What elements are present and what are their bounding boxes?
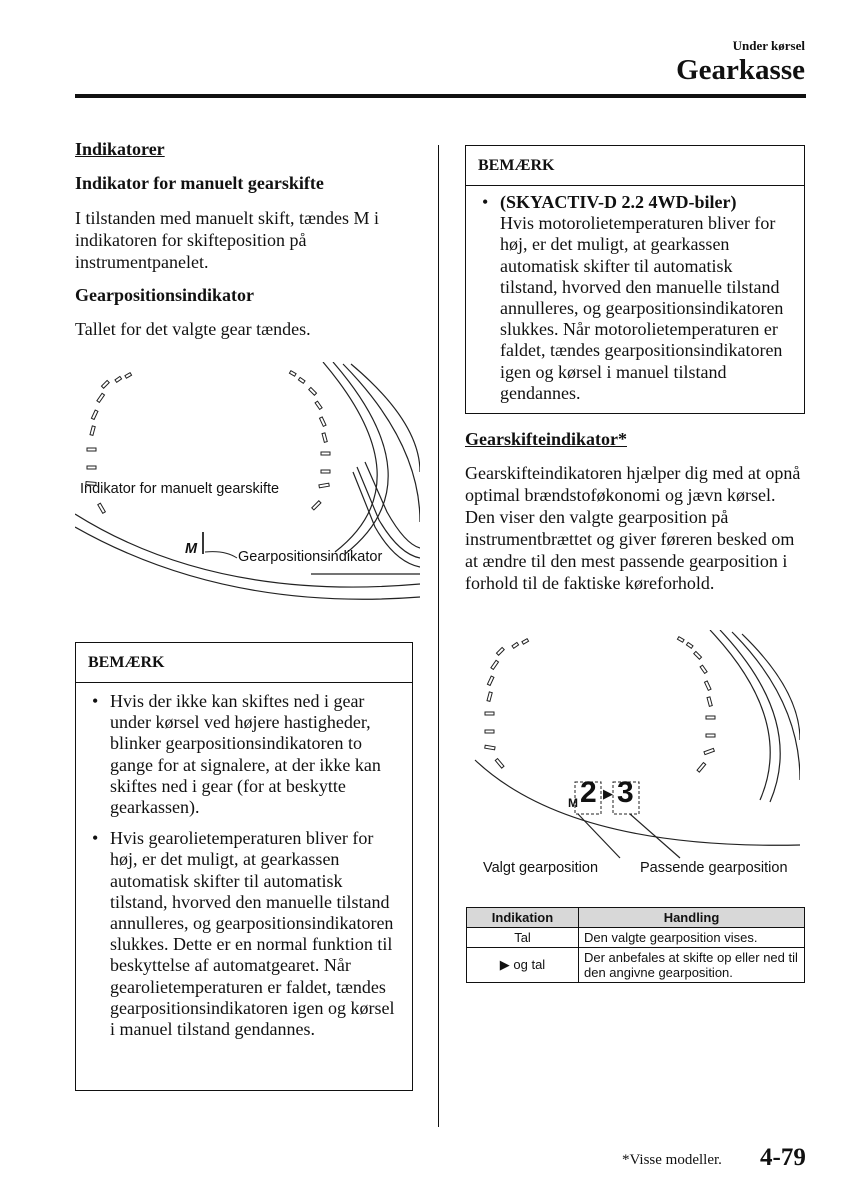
page-number: 4-79 [760,1144,806,1171]
shift-arrow-icon: ▶ [603,786,613,801]
label-selected-gear: Valgt gearposition [483,860,599,876]
dial-ring [323,362,377,552]
heading-manual-indicator: Indikator for manuelt gearskifte [75,173,324,193]
chapter-title: Gearkasse [676,54,805,86]
manual-indicator-text: I tilstanden med manuelt skift, tændes M i indikatoren for skifteposition på instrumentpanelet. [75,208,379,272]
dial-ring-3 [732,632,800,780]
table-row [467,948,805,983]
current-gear-digit: 2 [580,776,597,809]
note-item: • Hvis gearolietemperaturen bliver for høj, er det muligt, at gearkassen automatisk skifter til automatisk tilstand, hvorved den manuelle tilstand annulleres, og gearpositionsindikatoren slukkes. Dette er en normal funktion til beskyttelse af automatgearet. Når gearolietemperaturen er faldet, tændes gearpositionsindikatoren igen og kørsel i manuel tilstand gendannes. [88,828,400,1040]
label-gear-position-indicator: Gearpositionsindikator [238,549,383,565]
suitable-gear-digit: 3 [617,776,634,809]
heading-gear-position: Gearpositionsindikator [75,285,255,305]
indicator-table [466,907,805,983]
note-box-left [75,642,413,1091]
table-cell: Den valgte gearposition vises. [579,928,805,948]
cluster-figure-2 [470,630,800,860]
manual-m-mark: M [185,541,198,557]
cluster-arc-outer [475,760,800,845]
table-row [467,928,805,948]
heading-indicators: Indikatorer [75,139,165,159]
note-box-right [465,145,805,414]
note-title: BEMÆRK [76,643,412,683]
gear-shift-text: Gearskifteindikatoren hjælper dig med at opnå optimal brændstoføkonomi og jævn kørsel. Den viser den valgte gearposition på instrumentbrættet og giver føreren besked om at ændre til den mest passende gearposition i forhold til de faktiske køreforhold. [465,463,801,593]
note-item-text: Hvis motorolietemperaturen bliver for høj, er det muligt, at gearkassen automatisk skifter til automatisk tilstand, hvorved den manuelle tilstand annulleres, og gearpositionsindikatoren slukkes. Når motorolietemperaturen er faldet, tændes gearpositionsindikatoren igen og kørsel i manuel tilstand gendannes. [500,213,784,403]
label-suitable-gear: Passende gearposition [640,860,788,876]
table-header-row [467,908,805,928]
dial-ring-2 [720,630,780,802]
leader-line-selected [578,814,620,858]
note-item-model: (SKYACTIV-D 2.2 4WD-biler) [500,192,737,212]
gear-m-mark: M [568,796,578,810]
note-item: • Hvis der ikke kan skiftes ned i gear under kørsel ved højere hastigheder, blinker gearpositionsindikatoren to gange for at signalere, at der ikke kan skiftes ned i gear (for at beskytte gearkassen). [88,691,400,818]
table-cell: Der anbefales at skifte op eller ned til den angivne gearposition. [579,948,805,983]
leader-line-suitable [630,814,680,858]
heading-gear-shift-indicator: Gearskifteindikator* [465,429,627,449]
section-title: Under kørsel [732,38,805,53]
column-divider [438,145,439,1127]
table-header: Handling [579,908,805,928]
note-title: BEMÆRK [466,146,804,186]
dial-ring [710,630,770,800]
label-manual-indicator: Indikator for manuelt gearskifte [80,481,280,497]
note-item [478,192,792,404]
table-header: Indikation [467,908,579,928]
table-cell: Tal [467,928,579,948]
footnote: *Visse modeller. [622,1152,722,1168]
header-rule [75,94,806,98]
table-cell: ▶ og tal [467,948,579,983]
gear-position-text: Tallet for det valgte gear tændes. [75,319,311,339]
